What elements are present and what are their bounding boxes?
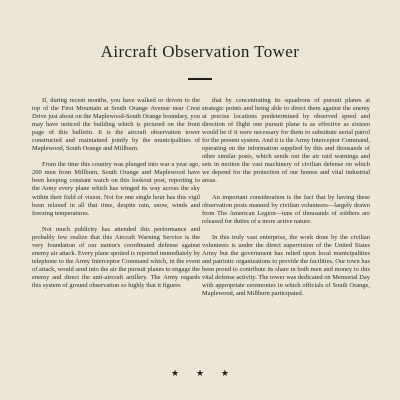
- star-ornament: [0, 369, 400, 379]
- paragraph: If, during recent months, you have walked or driven to the top of the First Mountain at South Orange Avenue near Crest Drive just about on the Maplewood-South Orange boundary, you may have noticed the building which is pictured on the front page of this bulletin. It is the aircraft observation tower constructed and maintained jointly by the municipalities of Maplewood, South Orange and Millburn.: [32, 97, 200, 153]
- title-rule: [188, 78, 212, 80]
- paragraph: From the time this country was plunged into war a year ago, 200 men from Millburn, South Orange and Maplewood have been keeping constant watch on this lookout post, reporting to the Army every plane which has winged its way across the sky within their field of vision. Not for one single hour has this vigil been relaxed in all that time, despite rain, snow, winds and freezing temperatures.: [32, 161, 200, 217]
- paragraph: In this truly vast enterprise, the work done by the civilian volunteers is under the direct supervision of the United States Army but the government has relied upon local municipalities and patriotic organizations to provide the facilities. Our town has been proud to contribute its share in both men and money to this vital defense activity. The tower was dedicated on Memorial Day with appropriate ceremonies in which officials of South Orange, Maplewood, and Millburn participated.: [202, 233, 370, 298]
- star-icon: ★: [195, 369, 205, 379]
- paragraph: Not much publicity has attended this performance and probably few realize that this Aircraft Warning Service is the very foundation of our nation's coordinated defense against enemy air attack. Every plane spotted is reported immediately by telephone to the Army Interceptor Command which, in the event of attack, would send into the air the pursuit planes to engage the enemy and direct the anti-aircraft artillery. The Army regards this system of ground observation so highly that it figures: [32, 225, 200, 289]
- article-title: Aircraft Observation Tower: [100, 42, 300, 61]
- paragraph: An important consideration is the fact that by having these observation posts manned by civilian volunteers—largely drawn from The American Legion—tens of thousands of soldiers are released for duties of a more active nature.: [202, 193, 370, 225]
- left-column: [32, 97, 200, 298]
- right-column: [202, 97, 370, 306]
- paragraph: that by concentrating its squadrons of pursuit planes at strategic points and being able to direct them against the enemy at precise locations predetermined by observed speed and direction of flight one pursuit plane is as effective as sixteen would be if it were necessary for them to substitute aerial patrol for the present system. And it is the Army Interceptor Command, operating on the information supplied by this and thousands of other similar posts, which sends out the air raid warnings and sets in motion the vast machinery of civilian defense on which we depend for the protection of our homes and vital industrial areas.: [202, 97, 370, 185]
- star-icon: ★: [171, 369, 180, 379]
- star-icon: ★: [220, 369, 229, 379]
